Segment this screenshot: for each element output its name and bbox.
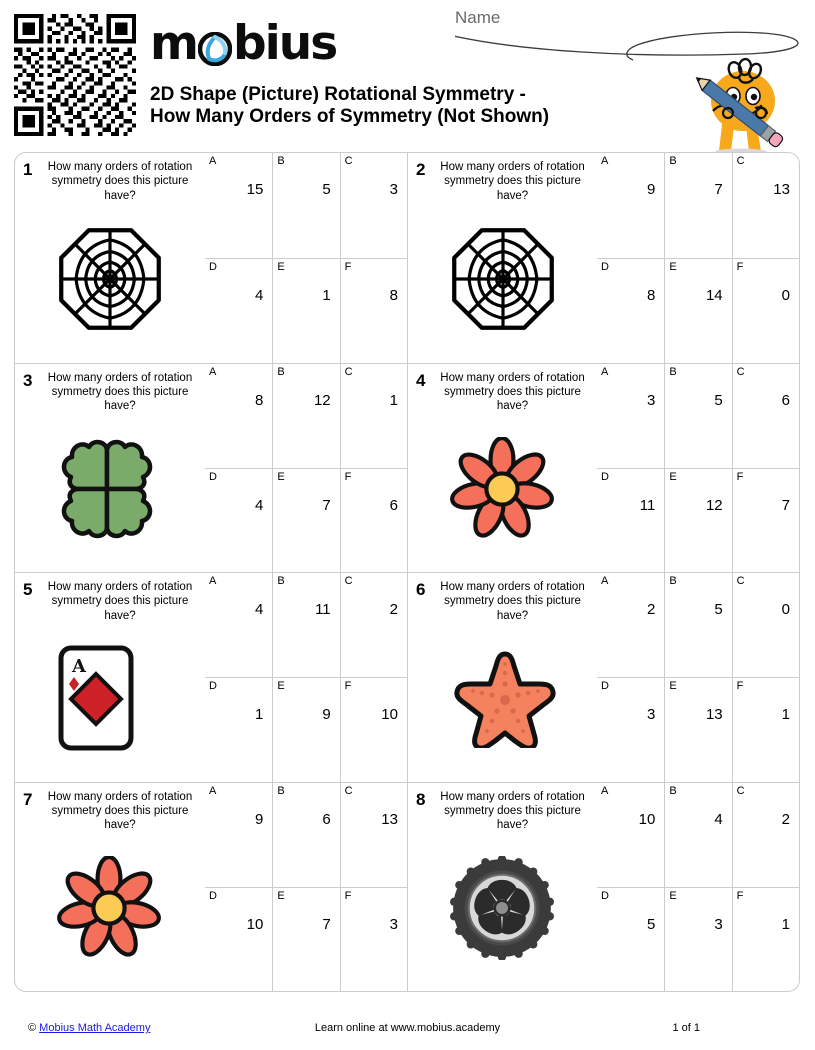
option-letter: D xyxy=(209,470,217,483)
option-letter: C xyxy=(344,155,353,167)
question-prompt: How many orders of rotation symmetry does this picture have? xyxy=(440,161,585,202)
flower-icon xyxy=(43,833,203,991)
option-value: 11 xyxy=(639,496,656,514)
option-c[interactable] xyxy=(340,364,407,468)
option-f[interactable] xyxy=(732,888,799,991)
options-grid xyxy=(597,783,799,992)
option-value: 13 xyxy=(381,810,398,828)
option-c[interactable] xyxy=(732,364,799,468)
option-e[interactable] xyxy=(664,259,731,363)
option-a[interactable] xyxy=(597,153,664,258)
option-value: 3 xyxy=(714,915,723,933)
option-letter: A xyxy=(209,155,217,167)
options-grid xyxy=(597,573,799,782)
option-value: 2 xyxy=(646,601,656,618)
option-f[interactable] xyxy=(732,259,799,363)
question-cell-8 xyxy=(407,783,799,992)
question-prompt: How many orders of rotation symmetry does this picture have? xyxy=(47,161,193,202)
copyright-symbol: © xyxy=(28,1022,37,1034)
options-grid xyxy=(597,153,799,363)
option-a[interactable] xyxy=(205,153,272,258)
option-value: 5 xyxy=(322,181,331,198)
option-value: 2 xyxy=(781,810,790,828)
mobius-logo xyxy=(150,16,337,71)
option-value: 15 xyxy=(246,181,264,198)
option-value: 10 xyxy=(246,915,264,933)
option-letter: C xyxy=(736,155,745,167)
footer-page-number: 1 of 1 xyxy=(672,1022,700,1034)
option-c[interactable] xyxy=(340,573,407,677)
option-letter: B xyxy=(669,365,677,378)
option-e[interactable] xyxy=(272,259,339,363)
option-c[interactable] xyxy=(732,573,799,677)
option-letter: D xyxy=(601,470,609,483)
option-d[interactable] xyxy=(205,888,272,991)
option-letter: F xyxy=(344,260,352,273)
option-letter: A xyxy=(601,575,609,587)
question-number: 6 xyxy=(416,580,426,599)
name-field-area xyxy=(455,6,815,151)
option-value: 5 xyxy=(646,915,656,933)
option-letter: B xyxy=(277,784,285,797)
option-d[interactable] xyxy=(205,469,272,572)
option-letter: C xyxy=(344,575,353,587)
question-cell-5 xyxy=(15,573,407,782)
question-number: 1 xyxy=(23,160,33,179)
option-f[interactable] xyxy=(732,678,799,781)
option-letter: E xyxy=(669,470,677,483)
option-letter: F xyxy=(344,680,352,693)
option-letter: A xyxy=(209,575,217,587)
option-a[interactable] xyxy=(597,364,664,468)
option-letter: B xyxy=(277,575,285,587)
option-letter: A xyxy=(601,155,609,167)
option-letter: B xyxy=(669,575,677,587)
questions-table xyxy=(14,152,800,992)
logo-text-before: m xyxy=(150,16,197,71)
option-f[interactable] xyxy=(340,888,407,991)
option-b[interactable] xyxy=(272,153,339,258)
option-letter: D xyxy=(209,680,217,693)
option-letter: E xyxy=(669,260,677,273)
option-letter: D xyxy=(601,889,609,902)
question-cell-4 xyxy=(407,364,799,573)
option-letter: F xyxy=(736,680,744,693)
option-e[interactable] xyxy=(272,469,339,572)
page-title: 2D Shape (Picture) Rotational Symmetry - How Many Orders of Symmetry (Not Shown) xyxy=(150,84,550,128)
table-row xyxy=(15,572,799,782)
option-value: 1 xyxy=(781,915,790,933)
option-value: 4 xyxy=(254,496,264,514)
spider-web-icon xyxy=(43,203,203,362)
option-d[interactable] xyxy=(597,888,664,991)
option-letter: E xyxy=(669,889,677,902)
option-b[interactable] xyxy=(664,573,731,677)
option-b[interactable] xyxy=(664,364,731,468)
table-row xyxy=(15,363,799,573)
page-footer xyxy=(0,1022,815,1046)
options-grid xyxy=(205,783,407,992)
option-value: 12 xyxy=(705,496,723,514)
flower-icon xyxy=(436,414,595,572)
option-letter: F xyxy=(736,260,744,273)
option-d[interactable] xyxy=(205,259,272,363)
option-letter: D xyxy=(601,680,609,693)
option-letter: C xyxy=(736,365,745,378)
question-number: 4 xyxy=(416,370,426,390)
option-d[interactable] xyxy=(597,678,664,781)
option-letter: F xyxy=(736,470,744,483)
option-c[interactable] xyxy=(732,153,799,258)
option-b[interactable] xyxy=(272,364,339,468)
option-letter: A xyxy=(209,365,217,378)
option-f[interactable] xyxy=(340,678,407,781)
option-letter: F xyxy=(736,889,744,902)
option-value: 8 xyxy=(646,286,656,304)
option-letter: B xyxy=(277,365,285,378)
option-f[interactable] xyxy=(732,469,799,572)
option-value: 0 xyxy=(781,601,790,618)
question-cell-2 xyxy=(407,153,799,363)
question-prompt: How many orders of rotation symmetry does this picture have? xyxy=(440,581,585,622)
question-prompt: How many orders of rotation symmetry does this picture have? xyxy=(47,371,193,413)
option-letter: A xyxy=(209,784,217,797)
option-value: 7 xyxy=(781,496,790,514)
options-grid xyxy=(205,573,407,782)
option-c[interactable] xyxy=(340,153,407,258)
four-leaf-clover-icon xyxy=(43,414,203,572)
question-cell-1 xyxy=(15,153,407,363)
question-cell-7 xyxy=(15,783,407,992)
question-number: 2 xyxy=(416,160,426,179)
options-grid xyxy=(205,153,407,363)
option-value: 0 xyxy=(781,286,790,304)
option-value: 10 xyxy=(381,706,398,724)
question-cell-6 xyxy=(407,573,799,782)
option-value: 6 xyxy=(322,810,331,828)
option-value: 13 xyxy=(773,181,790,198)
table-row xyxy=(15,782,799,992)
option-b[interactable] xyxy=(272,573,339,677)
question-prompt: How many orders of rotation symmetry does this picture have? xyxy=(47,790,193,832)
option-value: 1 xyxy=(254,706,264,724)
option-letter: B xyxy=(669,155,677,167)
option-value: 9 xyxy=(254,810,264,828)
option-value: 4 xyxy=(254,286,264,304)
option-value: 8 xyxy=(389,286,398,304)
option-e[interactable] xyxy=(272,678,339,781)
option-a[interactable] xyxy=(205,364,272,468)
option-letter: C xyxy=(736,575,745,587)
option-letter: B xyxy=(669,784,677,797)
option-a[interactable] xyxy=(597,783,664,887)
option-letter: D xyxy=(209,260,217,273)
starfish-icon xyxy=(436,623,595,781)
option-letter: F xyxy=(344,889,352,902)
option-value: 4 xyxy=(254,601,264,618)
question-number: 8 xyxy=(416,789,426,809)
option-letter: C xyxy=(736,784,745,797)
option-value: 8 xyxy=(254,391,264,409)
option-b[interactable] xyxy=(272,783,339,887)
option-letter: C xyxy=(344,365,353,378)
option-c[interactable] xyxy=(340,783,407,887)
option-value: 2 xyxy=(389,601,398,618)
question-number: 3 xyxy=(23,370,33,390)
option-e[interactable] xyxy=(664,469,731,572)
question-number: 5 xyxy=(23,580,33,599)
mobius-math-academy-link[interactable]: Mobius Math Academy xyxy=(39,1022,151,1034)
option-letter: E xyxy=(277,260,285,273)
option-letter: C xyxy=(344,784,353,797)
option-value: 1 xyxy=(322,286,331,304)
option-letter: A xyxy=(601,784,609,797)
option-letter: E xyxy=(277,889,285,902)
option-e[interactable] xyxy=(272,888,339,991)
option-value: 6 xyxy=(781,391,790,409)
spider-web-icon xyxy=(436,203,595,362)
option-value: 13 xyxy=(705,706,723,724)
option-value: 7 xyxy=(714,181,723,198)
option-e[interactable] xyxy=(664,678,731,781)
qr-code-icon xyxy=(14,14,136,136)
option-letter: E xyxy=(277,680,285,693)
option-value: 3 xyxy=(646,391,656,409)
logo-text-after: bius xyxy=(232,16,337,71)
option-f[interactable] xyxy=(340,259,407,363)
option-value: 3 xyxy=(389,915,398,933)
options-grid xyxy=(205,364,407,573)
option-value: 3 xyxy=(646,706,656,724)
option-value: 3 xyxy=(389,181,398,198)
question-prompt: How many orders of rotation symmetry does this picture have? xyxy=(440,790,585,832)
option-value: 10 xyxy=(638,810,656,828)
option-c[interactable] xyxy=(732,783,799,887)
option-value: 4 xyxy=(714,810,723,828)
ace-of-diamonds-icon xyxy=(43,623,203,781)
option-d[interactable] xyxy=(205,678,272,781)
option-letter: D xyxy=(601,260,609,273)
option-value: 14 xyxy=(705,286,723,304)
option-value: 12 xyxy=(313,391,331,409)
option-value: 9 xyxy=(322,706,331,724)
option-e[interactable] xyxy=(664,888,731,991)
option-a[interactable] xyxy=(205,783,272,887)
option-d[interactable] xyxy=(597,469,664,572)
option-value: 1 xyxy=(389,391,398,409)
option-d[interactable] xyxy=(597,259,664,363)
option-letter: B xyxy=(277,155,285,167)
option-b[interactable] xyxy=(664,783,731,887)
option-b[interactable] xyxy=(664,153,731,258)
footer-learn-online: Learn online at www.mobius.academy xyxy=(314,1022,501,1034)
option-value: 7 xyxy=(322,915,331,933)
option-letter: A xyxy=(601,365,609,378)
option-value: 6 xyxy=(389,496,398,514)
option-value: 5 xyxy=(714,601,723,618)
car-wheel-icon xyxy=(436,833,595,991)
option-letter: E xyxy=(669,680,677,693)
svg-text:A: A xyxy=(72,656,86,678)
option-value: 1 xyxy=(781,706,790,724)
option-a[interactable] xyxy=(205,573,272,677)
name-label: Name xyxy=(455,8,501,27)
option-value: 11 xyxy=(315,601,331,618)
question-prompt: How many orders of rotation symmetry does this picture have? xyxy=(47,581,193,622)
options-grid xyxy=(597,364,799,573)
option-f[interactable] xyxy=(340,469,407,572)
option-letter: D xyxy=(209,889,217,902)
mascot-icon xyxy=(683,56,803,156)
option-letter: F xyxy=(344,470,352,483)
page-header xyxy=(0,0,815,150)
option-a[interactable] xyxy=(597,573,664,677)
question-cell-3 xyxy=(15,364,407,573)
option-value: 7 xyxy=(322,496,331,514)
option-value: 5 xyxy=(714,391,723,409)
option-letter: E xyxy=(277,470,285,483)
option-value: 9 xyxy=(646,181,656,198)
question-number: 7 xyxy=(23,789,33,809)
question-prompt: How many orders of rotation symmetry does this picture have? xyxy=(440,371,585,413)
table-row xyxy=(15,153,799,363)
mobius-loop-icon xyxy=(198,27,232,61)
